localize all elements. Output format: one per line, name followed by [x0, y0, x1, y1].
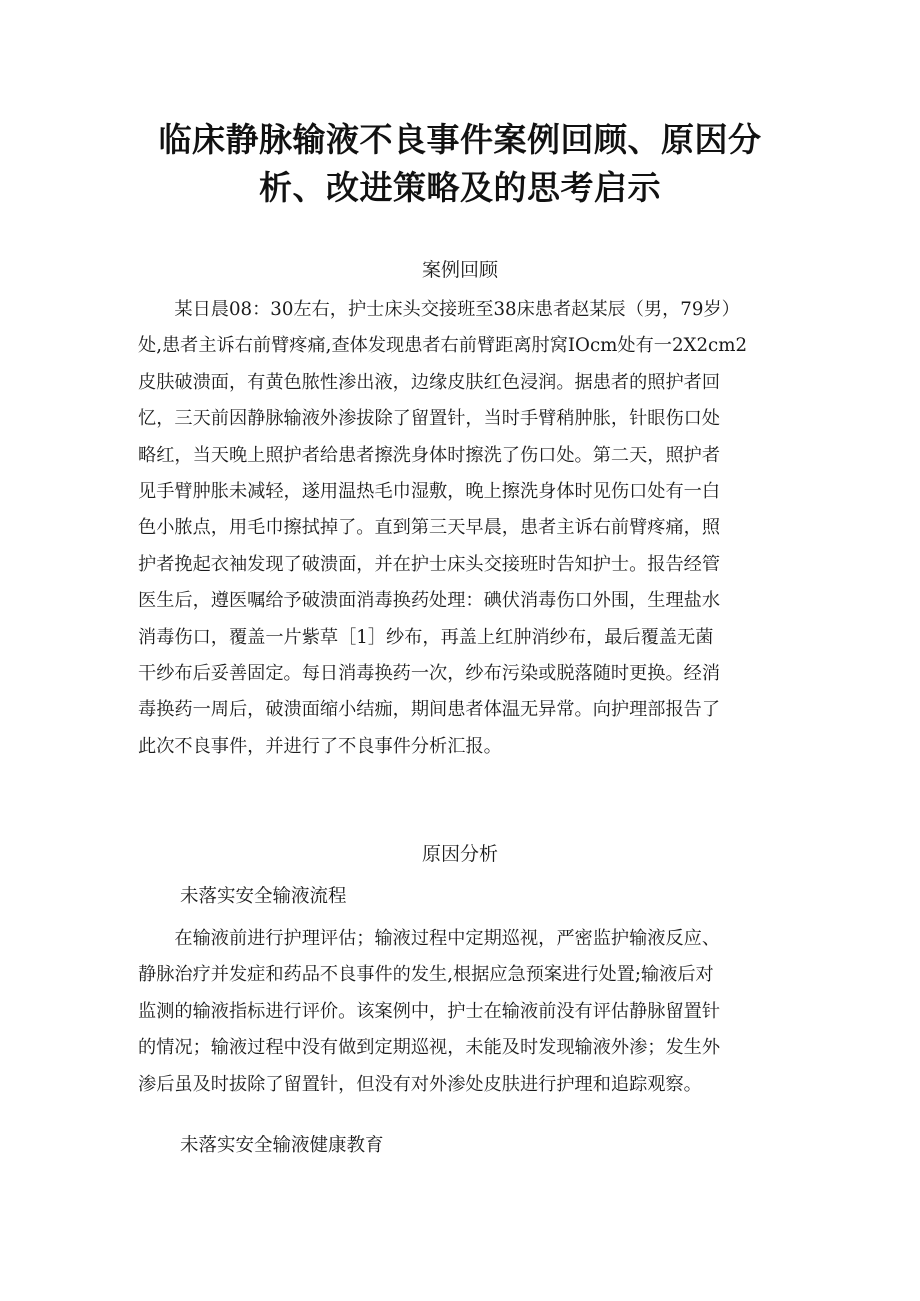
paragraph-line: 某日晨08：30左右，护士床头交接班至38床患者赵某辰（男，79岁） — [138, 299, 740, 320]
section-heading-cause-analysis: 原因分析 — [421, 843, 498, 865]
paragraph-line: 监测的输液指标进行评价。该案例中，护士在输液前没有评估静脉留置针 — [138, 1000, 721, 1022]
paragraph-line: 忆，三天前因静脉输液外渗拔除了留置针，当时手臂稍肿胀，针眼伤口处 — [138, 408, 721, 430]
section-heading-case-review: 案例回顾 — [421, 259, 498, 281]
paragraph-line: 在输液前进行护理评估；输液过程中定期巡视，严密监护输液反应、 — [138, 928, 721, 949]
subheading-health-education: 未落实安全输液健康教育 — [180, 1135, 384, 1156]
paragraph-line: 的情况；输液过程中没有做到定期巡视，未能及时发现输液外渗；发生外 — [138, 1037, 721, 1059]
paragraph-line: 毒换药一周后，破溃面缩小结痂，期间患者体温无异常。向护理部报告了 — [138, 699, 721, 721]
subheading-infusion-process: 未落实安全输液流程 — [180, 886, 347, 907]
title-line-2: 析、改进策略及的思考启示 — [259, 168, 661, 207]
cause-analysis-paragraph — [138, 921, 788, 1103]
paragraph-line: 渗后虽及时拔除了留置针，但没有对外渗处皮肤进行护理和追踪观察。 — [138, 1073, 702, 1095]
title-line-1: 临床静脉输液不良事件案例回顾、原因分 — [158, 120, 762, 159]
paragraph-line: 干纱布后妥善固定。每日消毒换药一次，纱布污染或脱落随时更换。经消 — [138, 663, 721, 685]
case-review-paragraph — [138, 292, 788, 765]
paragraph-line: 色小脓点，用毛巾擦拭掉了。直到第三天早晨，患者主诉右前臂疼痛，照 — [138, 517, 721, 539]
paragraph-line: 消毒伤口，覆盖一片紫草［1］纱布，再盖上红肿消纱布，最后覆盖无菌 — [138, 626, 714, 648]
paragraph-line: 处,患者主诉右前臂疼痛,查体发现患者右前臂距离肘窝IOcm处有一2X2cm2 — [138, 335, 748, 357]
paragraph-line: 护者挽起衣袖发现了破溃面，并在护士床头交接班时告知护士。报告经管 — [138, 553, 721, 575]
paragraph-line: 医生后，遵医嘱给予破溃面消毒换药处理：碘伏消毒伤口外围，生理盐水 — [138, 590, 721, 612]
document-title — [140, 116, 780, 212]
paragraph-line: 静脉治疗并发症和药品不良事件的发生,根据应急预案进行处置;输液后对 — [138, 964, 714, 986]
paragraph-line: 皮肤破溃面，有黄色脓性渗出液，边缘皮肤红色浸润。据患者的照护者回 — [138, 371, 721, 393]
paragraph-line: 此次不良事件，并进行了不良事件分析汇报。 — [138, 735, 502, 757]
paragraph-line: 见手臂肿胀未减轻，遂用温热毛巾湿敷，晚上擦洗身体时见伤口处有一白 — [138, 481, 721, 503]
paragraph-line: 略红，当天晚上照护者给患者擦洗身体时擦洗了伤口处。第二天，照护者 — [138, 444, 721, 466]
